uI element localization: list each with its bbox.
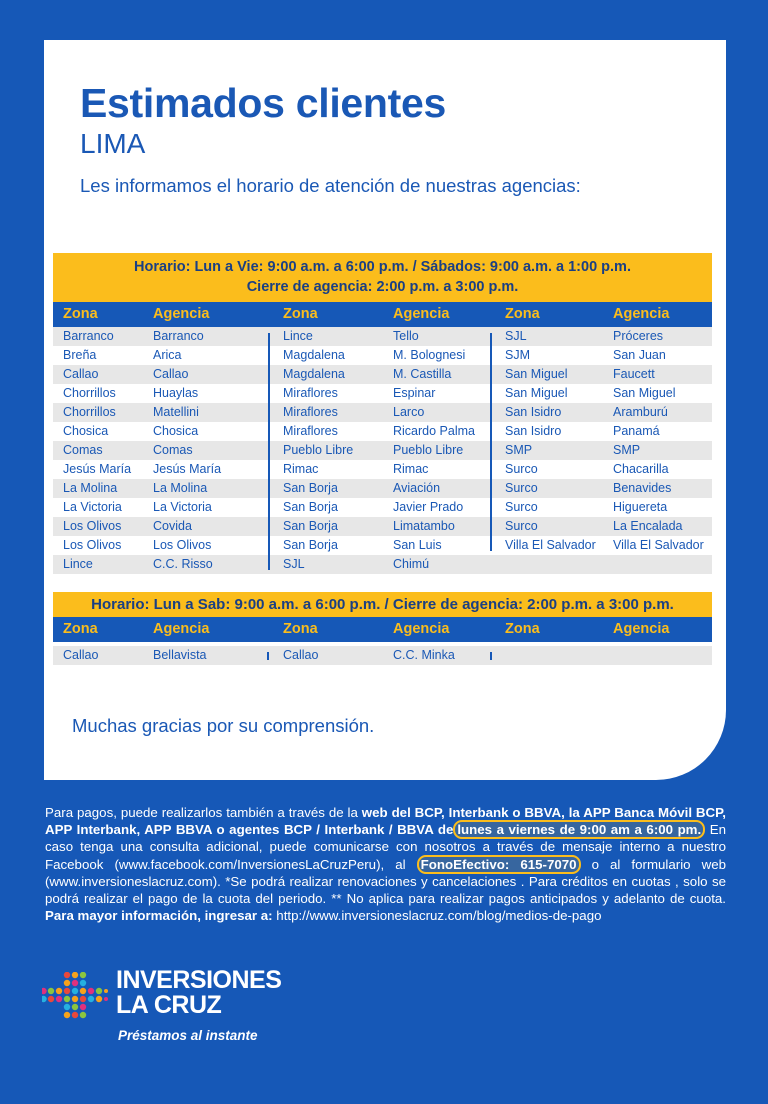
cell-zona: Los Olivos [63, 538, 122, 552]
cell-zona: Chorrillos [63, 386, 116, 400]
table-row [53, 365, 712, 384]
schedule-closure: Cierre de agencia: 2:00 p.m. a 3:00 p.m. [246, 278, 519, 295]
table-row [53, 517, 712, 536]
cell-agencia: Higuereta [613, 500, 668, 514]
cell-zona: Miraflores [283, 386, 338, 400]
cell-agencia: Limatambo [393, 519, 455, 533]
table-row [53, 384, 712, 403]
cell-zona: San Isidro [505, 405, 562, 419]
table-row [53, 403, 712, 422]
cell-zona [495, 646, 603, 665]
cell-agencia: Bellavista [153, 648, 207, 662]
cell-zona: Callao [63, 648, 99, 662]
cell-agencia: Tello [393, 329, 419, 343]
header-zona: Zona [283, 621, 318, 637]
cell-agencia: Faucett [613, 367, 655, 381]
cell-agencia: M. Castilla [393, 367, 452, 381]
header-agencia: Agencia [613, 621, 670, 637]
cell-agencia: La Molina [153, 481, 208, 495]
table-row [53, 346, 712, 365]
intro-text: Les informamos el horario de atención de nuestras agencias: [80, 175, 581, 196]
table-body [53, 646, 712, 665]
cell-zona: La Victoria [63, 500, 122, 514]
cell-agencia: San Miguel [613, 386, 676, 400]
cell-zona: San Borja [283, 519, 338, 533]
table-row [53, 646, 712, 665]
header-agencia: Agencia [153, 621, 210, 637]
cell-zona: La Molina [63, 481, 118, 495]
cell-zona: Los Olivos [63, 519, 122, 533]
header-zona: Zona [63, 306, 98, 322]
cell-zona: SJL [505, 329, 527, 343]
cell-agencia: Los Olivos [153, 538, 212, 552]
cell-zona: Magdalena [283, 348, 345, 362]
cell-agencia: Chacarilla [613, 462, 669, 476]
cell-zona: SMP [505, 443, 533, 457]
cell-zona [495, 555, 603, 574]
cell-agencia [603, 646, 712, 665]
cell-agencia: Comas [153, 443, 193, 457]
cell-zona: SJM [505, 348, 530, 362]
table-row [53, 460, 712, 479]
cell-agencia: San Juan [613, 348, 666, 362]
cell-agencia: Panamá [613, 424, 660, 438]
cell-zona: San Borja [283, 500, 338, 514]
cell-zona: Chorrillos [63, 405, 116, 419]
cell-agencia [603, 555, 712, 574]
cell-agencia: Rimac [393, 462, 429, 476]
cell-agencia: Larco [393, 405, 425, 419]
cell-agencia: Chimú [393, 557, 430, 571]
brand-name: INVERSIONES LA CRUZ [116, 966, 282, 1019]
cell-agencia: SMP [613, 443, 641, 457]
table-row [53, 536, 712, 555]
column-divider [490, 333, 492, 551]
header-zona: Zona [505, 306, 540, 322]
header-zona: Zona [505, 621, 540, 637]
cell-agencia: Aramburú [613, 405, 668, 419]
cell-zona: Callao [283, 648, 319, 662]
cell-agencia: Huaylas [153, 386, 199, 400]
cell-agencia: San Luis [393, 538, 442, 552]
header-zona: Zona [63, 621, 98, 637]
cell-agencia: C.C. Risso [153, 557, 213, 571]
header-agencia: Agencia [613, 306, 670, 322]
cell-agencia: Próceres [613, 329, 664, 343]
cell-zona: Surco [505, 519, 538, 533]
cell-agencia: Chosica [153, 424, 199, 438]
brand-tagline: Préstamos al instante [118, 1028, 258, 1043]
cell-zona: San Borja [283, 538, 338, 552]
table-row [53, 555, 712, 574]
cell-zona: San Borja [283, 481, 338, 495]
header-agencia: Agencia [393, 621, 450, 637]
cell-zona: Surco [505, 500, 538, 514]
schedule-hours: Horario: Lun a Vie: 9:00 a.m. a 6:00 p.m. / Sábados: 9:00 a.m. a 1:00 p.m. [134, 259, 631, 275]
schedule-table-saturday [53, 592, 712, 665]
cell-zona: Barranco [63, 329, 114, 343]
table-row [53, 422, 712, 441]
cell-zona: Miraflores [283, 424, 338, 438]
cell-agencia: M. Bolognesi [393, 348, 466, 362]
cell-zona: Magdalena [283, 367, 345, 381]
cell-agencia: Javier Prado [393, 500, 464, 514]
cell-agencia: Covida [153, 519, 192, 533]
cell-zona: Callao [63, 367, 99, 381]
table-header [53, 617, 712, 642]
cell-zona: Comas [63, 443, 103, 457]
cell-agencia: Villa El Salvador [613, 538, 704, 552]
hours-highlight: lunes a viernes de 9:00 am a 6:00 pm. [453, 820, 705, 839]
cell-agencia: Aviación [393, 481, 441, 495]
phone-highlight: FonoEfectivo: 615-7070 [417, 855, 581, 874]
cell-agencia: Espinar [393, 386, 436, 400]
cell-zona: Miraflores [283, 405, 338, 419]
cell-zona: Villa El Salvador [505, 538, 596, 552]
cell-zona: San Isidro [505, 424, 562, 438]
cell-zona: Breña [63, 348, 97, 362]
thanks-text: Muchas gracias por su comprensión. [72, 715, 375, 736]
cell-zona: Lince [63, 557, 93, 571]
table-row [53, 498, 712, 517]
cell-zona: Chosica [63, 424, 109, 438]
header-zona: Zona [283, 306, 318, 322]
cell-agencia: Pueblo Libre [393, 443, 464, 457]
cell-zona: Pueblo Libre [283, 443, 354, 457]
cross-logo-icon [42, 972, 108, 1022]
cell-agencia: La Victoria [153, 500, 212, 514]
page-title: Estimados clientes [80, 80, 447, 126]
table-row [53, 327, 712, 346]
cell-agencia: Matellini [153, 405, 199, 419]
cell-agencia: Arica [153, 348, 182, 362]
info-link[interactable]: http://www.inversioneslacruz.com/blog/medios-de-pago [272, 908, 602, 924]
payment-info: Para pagos, puede realizarlos también a través de la web del BCP, Interbank o BBVA, la APP Banca Móvil BCP, APP Interbank, APP BBVA o agentes BCP / Interbank / BBVA de lunes a viernes de 9:00 am a 6:00 pm. En caso tenga una consulta adicional, puede comunicarse con nosotros a través de mensaje interno a nuestro Facebook (www.facebook.com/InversionesLaCruzPeru), al FonoEfectivo: 615-7070 o al formulario web (www.inversioneslacruz.com). *Se podrá realizar renovaciones y cancelaciones . Para créditos en cuotas , solo se podrá realizar el pago de la cuota del periodo. ** No aplica para realizar pagos anticipados y adelanto de cuota. Para mayor información, ingresar a: http://www.inversioneslacruz.com/blog/medios-de-pago [45, 805, 726, 924]
cell-agencia: Benavides [613, 481, 672, 495]
column-divider [490, 652, 492, 660]
column-divider [267, 652, 269, 660]
table-row [53, 479, 712, 498]
table-header [53, 302, 712, 327]
cell-agencia: Callao [153, 367, 189, 381]
header-agencia: Agencia [393, 306, 450, 322]
page-subtitle: LIMA [80, 128, 146, 159]
notice-card [44, 40, 726, 780]
column-divider [268, 333, 270, 570]
cell-zona: Surco [505, 481, 538, 495]
cell-zona: San Miguel [505, 367, 568, 381]
cell-agencia: C.C. Minka [393, 648, 455, 662]
cell-agencia: Jesús María [153, 462, 222, 476]
schedule-banner: Horario: Lun a Sab: 9:00 a.m. a 6:00 p.m. / Cierre de agencia: 2:00 p.m. a 3:00 p.m. [53, 592, 712, 617]
schedule-banner [53, 253, 712, 302]
cell-agencia: Ricardo Palma [393, 424, 475, 438]
cell-zona: Rimac [283, 462, 319, 476]
cell-agencia: La Encalada [613, 519, 683, 533]
cell-zona: San Miguel [505, 386, 568, 400]
cell-zona: SJL [283, 557, 305, 571]
header-agencia: Agencia [153, 306, 210, 322]
cell-zona: Jesús María [63, 462, 132, 476]
cell-agencia: Barranco [153, 329, 204, 343]
cell-zona: Surco [505, 462, 538, 476]
schedule-table-main [53, 253, 712, 574]
table-row [53, 441, 712, 460]
table-body [53, 327, 712, 574]
cell-zona: Lince [283, 329, 313, 343]
